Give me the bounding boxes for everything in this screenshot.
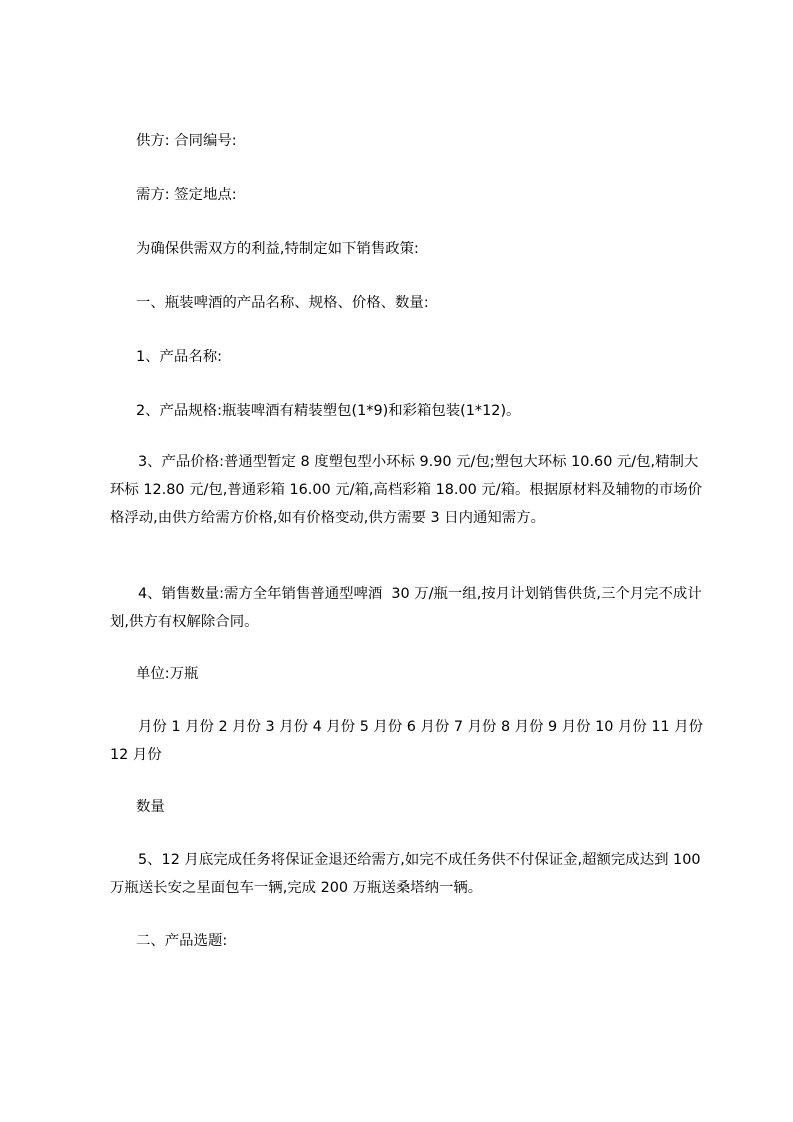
item-4-sales-quantity: 4、销售数量:需方全年销售普通型啤酒 30 万/瓶一组,按月计划销售供货,三个月完不成计划,供方有权解除合同。	[110, 586, 702, 630]
section-2-heading: 二、产品选题:	[136, 933, 228, 949]
months-row: 月份 1 月份 2 月份 3 月份 4 月份 5 月份 6 月份 7 月份 8 月份 9 月份 10 月份 11 月份 12 月份	[110, 719, 708, 763]
unit-line: 单位:万瓶	[136, 666, 199, 682]
quantity-label: 数量	[136, 799, 165, 815]
item-5-deposit-reward: 5、12 月底完成任务将保证金退还给需方,如完不成任务供不付保证金,超额完成达到 100 万瓶送长安之星面包车一辆,完成 200 万瓶送桑塔纳一辆。	[110, 852, 706, 896]
item-3-product-price: 3、产品价格:普通型暂定 8 度塑包型小环标 9.90 元/包;塑包大环标 10.60 元/包,精制大环标 12.80 元/包,普通彩箱 16.00 元/箱,高档彩箱 18.00 元/箱。根据原材料及辅物的市场价格浮动,由供方给需方价格,如有价格变动,供方需要 3 日内通知需方。	[110, 454, 703, 526]
item-1-product-name: 1、产品名称:	[136, 349, 222, 365]
buyer-line: 需方: 签定地点:	[136, 187, 237, 203]
section-1-heading: 一、瓶装啤酒的产品名称、规格、价格、数量:	[136, 295, 429, 311]
item-2-product-spec: 2、产品规格:瓶装啤酒有精装塑包(1*9)和彩箱包装(1*12)。	[136, 403, 521, 419]
supplier-line: 供方: 合同编号:	[136, 133, 237, 149]
intro-paragraph: 为确保供需双方的利益,特制定如下销售政策:	[136, 241, 419, 257]
